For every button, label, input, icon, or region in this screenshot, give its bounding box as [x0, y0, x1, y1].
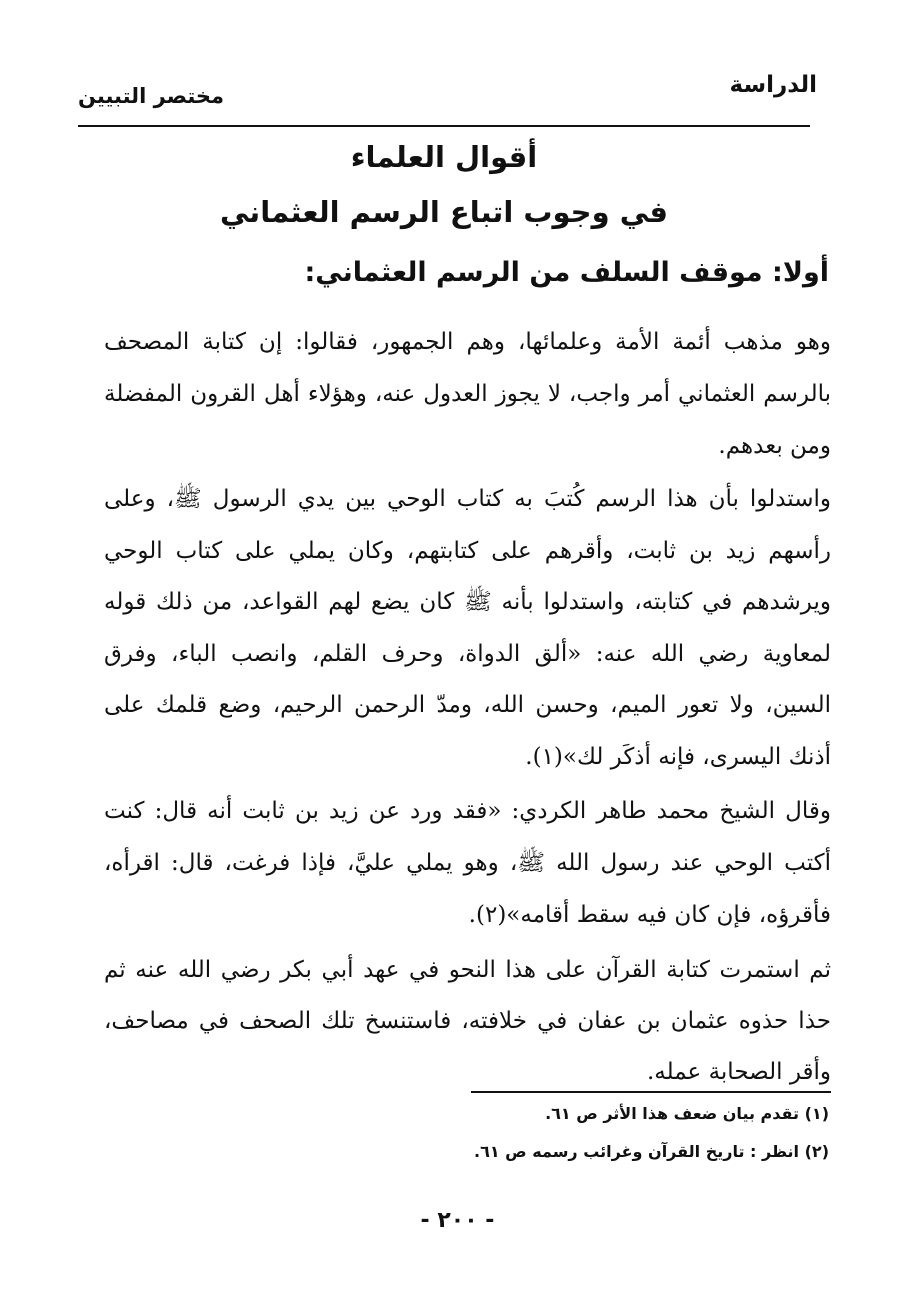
footnote: (٢) انظر : تاريخ القرآن وغرائب رسمه ص ٦١.: [473, 1142, 829, 1161]
footnote-divider: [471, 1091, 831, 1093]
paragraph: وهو مذهب أئمة الأمة وعلمائها، وهم الجمهور، فقالوا: إن كتابة المصحف بالرسم العثماني أمر واجب، لا يجوز العدول عنه، وهؤلاء أهل القرون المفضلة ومن بعدهم.: [104, 329, 831, 459]
section-heading: أولا: موقف السلف من الرسم العثماني:: [304, 257, 829, 288]
running-header-book-title: مختصر التبيين: [78, 84, 225, 108]
paragraph: ثم استمرت كتابة القرآن على هذا النحو في عهد أبي بكر رضي الله عنه ثم حذا حذوه عثمان بن عفان في خلافته، فاستنسخ تلك الصحف في مصاحف، وأقر الصحابة عمله.: [104, 957, 831, 1085]
paragraph: وقال الشيخ محمد طاهر الكردي: «فقد ورد عن زيد بن ثابت أنه قال: كنت أكتب الوحي عند رسول الله ﷺ، وهو يملي عليَّ، فإذا فرغت، قال: اقرأه، فأقرؤه، فإن كان فيه سقط أقامه»(٢).: [104, 798, 831, 928]
header-divider: [78, 125, 810, 127]
page-number: - ٢٠٠ -: [420, 1208, 495, 1233]
running-header-section: الدراسة: [729, 72, 817, 98]
chapter-title-line-1: أقوال العلماء: [350, 140, 538, 174]
paragraph: واستدلوا بأن هذا الرسم كُتبَ به كتاب الوحي بين يدي الرسول ﷺ، وعلى رأسهم زيد بن ثابت، وأقرهم على كتابتهم، وكان يملي على كتاب الوحي ويرشدهم في كتابته، واستدلوا بأنه ﷺ كان يضع لهم القواعد، من ذلك قوله لمعاوية رضي الله عنه: «ألق الدواة، وحرف القلم، وانصب الباء، وفرق السين، ولا تعور الميم، وحسن الله، ومدّ الرحمن الرحيم، وضع قلمك على أذنك اليسرى، فإنه أذكَر لك»(١).: [104, 486, 831, 770]
footnote: (١) تقدم بيان ضعف هذا الأثر ص ٦١.: [545, 1104, 829, 1123]
chapter-title-line-2: في وجوب اتباع الرسم العثماني: [219, 195, 669, 229]
